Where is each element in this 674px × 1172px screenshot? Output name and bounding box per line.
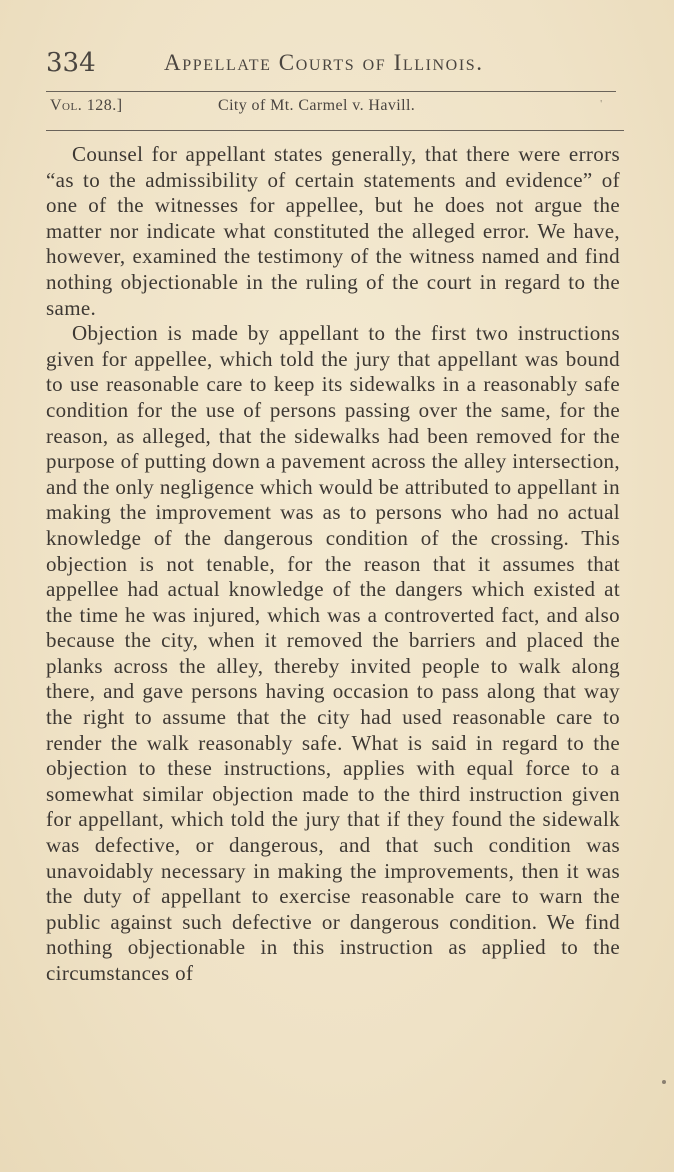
running-head (46, 48, 630, 84)
paragraph-instructions-objection: Objection is made by appellant to the first two instructions given for appellee, which told the jury that appellant was bound to use reasonable care to keep its sidewalks in a reasonably safe condition for the use of persons passing over the same, for the reason, as alleged, that the sidewalks had been removed for the purpose of putting down a pavement across the alley intersection, and the only negligence which would be attributed to appellant in making the improvement was as to persons who had no actual knowledge of the dangerous condition of the crossing. This objection is not tenable, for the reason that it assumes that appellee had actual knowledge of the dangers which existed at the time he was injured, which was a controverted fact, and also because the city, when it removed the barriers and placed the planks across the alley, thereby invited people to walk along there, and gave persons having occasion to pass along that way the right to assume that the city had used reasonable care to render the walk reasonably safe. What is said in regard to the objection to these instructions, applies with equal force to a somewhat similar objection made to the third instruction given for appellant, which told the jury that if they found the sidewalk was defective, or dangerous, and that such condition was unavoidably necessary in making the improvements, then it was the duty of appellant to exercise reasonable care to warn the public against such defective or dangerous condition. We find nothing objectionable in this instruction as applied to the circumstances of (46, 321, 620, 985)
header-rule-top (46, 91, 616, 92)
page-number: 334 (46, 48, 96, 78)
paragraph-counsel-errors: Counsel for appellant states generally, that there were errors “as to the admissibility of certain statements and evidence” of one of the witnesses for appellee, but he does not argue the matter nor indicate what constituted the alleged error. We have, however, examined the testimony of the witness named and find nothing objectionable in the ruling of the court in regard to the same. (46, 142, 620, 320)
header-rule-bottom (46, 130, 624, 131)
volume-number: Vol. 128.] (50, 97, 123, 114)
paper-speck (662, 1080, 666, 1084)
book-title: Appellate Courts of Illinois. (164, 50, 484, 75)
body-text (46, 142, 620, 987)
case-subheader (50, 97, 616, 121)
case-name: City of Mt. Carmel v. Havill. (218, 97, 416, 114)
print-mark: ' (600, 99, 602, 110)
